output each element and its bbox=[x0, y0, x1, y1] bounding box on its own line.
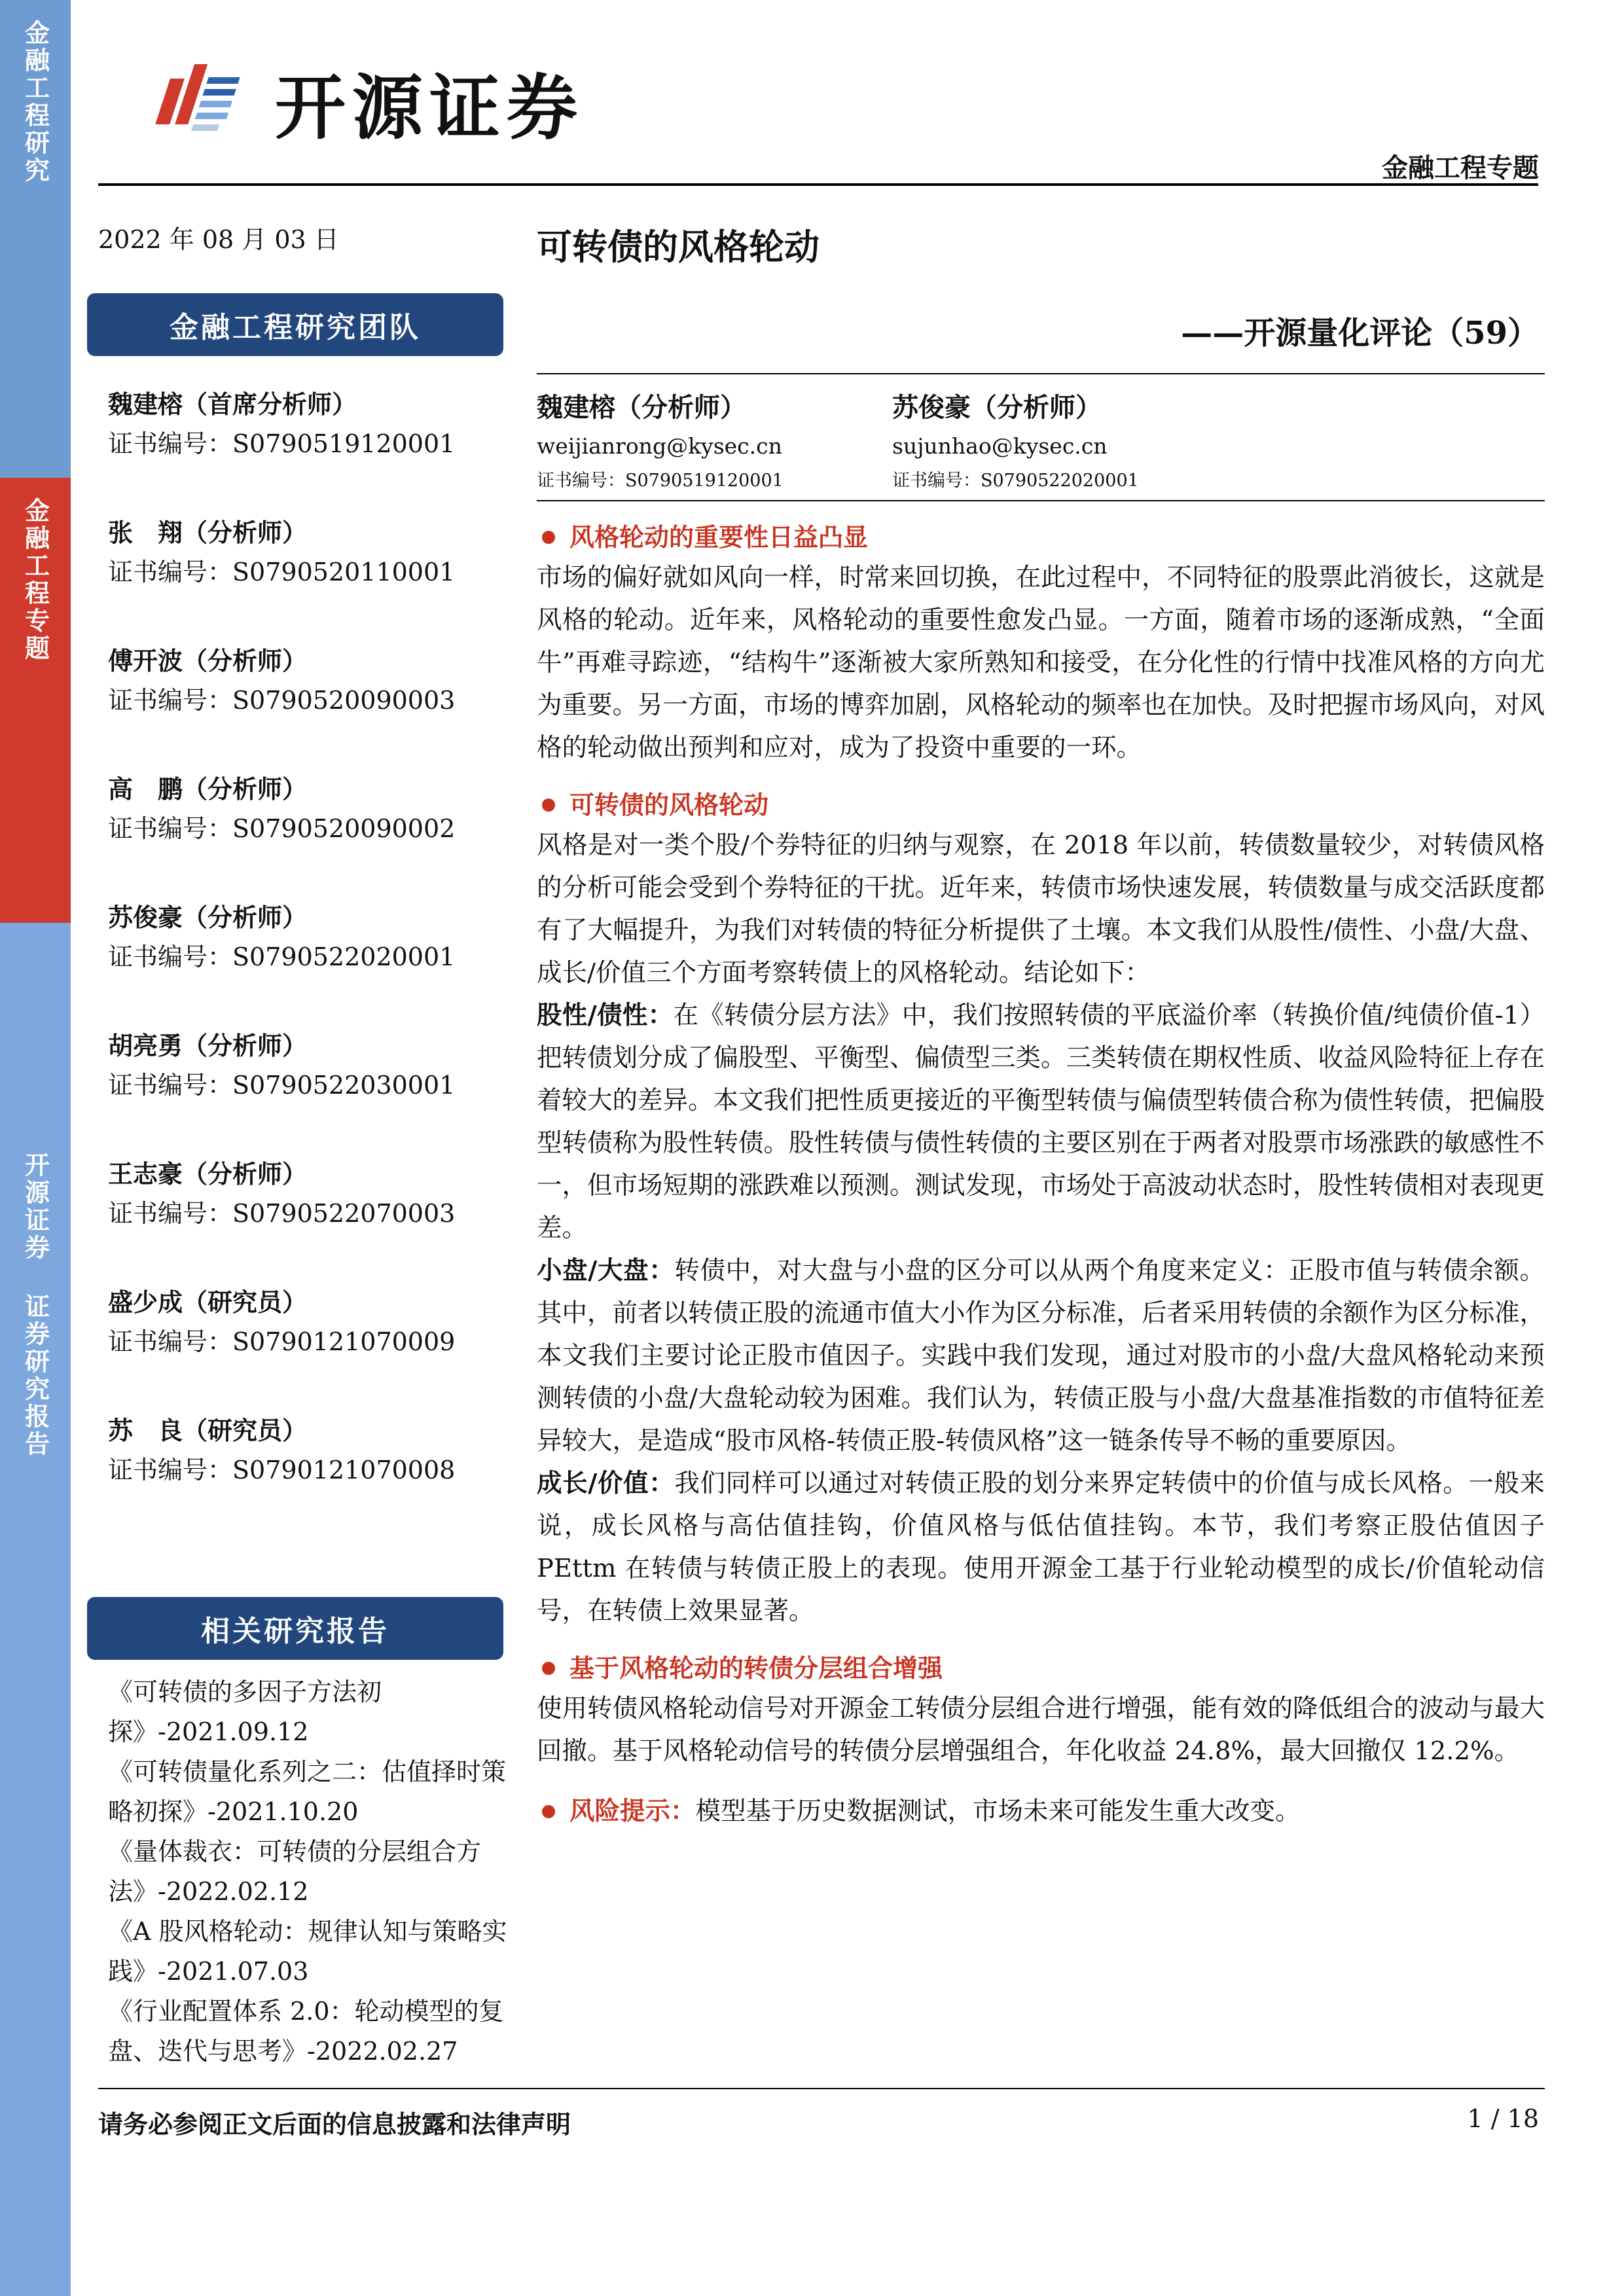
analyst-email[interactable]: weijianrong@kysec.cn bbox=[537, 433, 782, 459]
team-list bbox=[108, 386, 501, 1541]
member-cert: 证书编号：S0790522030001 bbox=[108, 1071, 456, 1100]
related-report-link[interactable]: 《A 股风格轮动：规律认知与策略实践》-2021.07.03 bbox=[108, 1917, 507, 1986]
member-name: 高 鹏（分析师） bbox=[108, 774, 308, 804]
paragraph-text: 转债中，对大盘与小盘的区分可以从两个角度来定义：正股市值与转债余额。其中，前者以转债正股的流通市值大小作为区分标准，后者采用转债的余额作为区分标准，本文我们主要讨论正股市值因子。实践中我们发现，通过对股市的小盘/大盘风格轮动来预测转债的小盘/大盘轮动较为困难。我们认为，转债正股与小盘/大盘基准指数的市值特征差异较大，是造成“股市风格-转债正股-转债风格”这一链条传导不畅的重要原因。 bbox=[537, 1256, 1545, 1456]
bullet-icon bbox=[542, 798, 555, 812]
related-report-link[interactable]: 《可转债量化系列之二：估值择时策略初探》-2021.10.20 bbox=[108, 1757, 507, 1826]
paragraph-label: 小盘/大盘： bbox=[537, 1256, 675, 1285]
team-member bbox=[108, 514, 501, 643]
sidebar-label: 金融工程研究 bbox=[20, 20, 50, 185]
footer-disclaimer: 请务必参阅正文后面的信息披露和法律声明 bbox=[98, 2109, 571, 2139]
related-report-link[interactable]: 《可转债的多因子方法初探》-2021.09.12 bbox=[108, 1677, 382, 1746]
sidebar-band-topic bbox=[0, 478, 71, 923]
team-member bbox=[108, 1156, 501, 1284]
page-number: 1 / 18 bbox=[1467, 2104, 1539, 2133]
team-member bbox=[108, 1284, 501, 1412]
team-member bbox=[108, 643, 501, 771]
report-body bbox=[537, 514, 1545, 1833]
member-name: 苏 良（研究员） bbox=[108, 1416, 308, 1445]
related-heading: 相关研究报告 bbox=[87, 1597, 503, 1660]
member-cert: 证书编号：S0790519120001 bbox=[108, 429, 456, 458]
related-list bbox=[108, 1672, 507, 2072]
member-cert: 证书编号：S0790121070009 bbox=[108, 1327, 456, 1356]
report-date: 2022 年 08 月 03 日 bbox=[98, 225, 339, 254]
member-name: 张 翔（分析师） bbox=[108, 518, 308, 547]
sidebar-band-research bbox=[0, 0, 71, 478]
analyst-name: 魏建榕（分析师） bbox=[537, 392, 746, 423]
paragraph-text: 在《转债分层方法》中，我们按照转债的平底溢价率（转换价值/纯债价值-1）把转债划分成了偏股型、平衡型、偏债型三类。三类转债在期权性质、收益风险特征上存在着较大的差异。本文我们把性质更接近的平衡型转债与偏债型转债合称为债性转债，把偏股型转债称为股性转债。股性转债与债性转债的主要区别在于两者对股票市场涨跌的敏感性不一，但市场短期的涨跌难以预测。测试发现，市场处于高波动状态时，股性转债相对表现更差。 bbox=[537, 1001, 1545, 1243]
section-heading: 基于风格轮动的转债分层组合增强 bbox=[537, 1649, 1545, 1687]
analyst-cert: 证书编号：S0790519120001 bbox=[537, 471, 784, 491]
related-report-link[interactable]: 《行业配置体系 2.0：轮动模型的复盘、迭代与思考》-2022.02.27 bbox=[108, 1997, 504, 2066]
body-paragraph: 风格是对一类个股/个券特征的归纳与观察，在 2018 年以前，转债数量较少，对转债风格的分析可能会受到个券特征的干扰。近年来，转债市场快速发展，转债数量与成交活跃度都有了大幅提升，为我们对转债的特征分析提供了土壤。本文我们从股性/债性、小盘/大盘、成长/价值三个方面考察转债上的风格轮动。结论如下： bbox=[537, 831, 1545, 988]
subtitle-rule bbox=[537, 373, 1545, 374]
risk-label: 风险提示： bbox=[569, 1797, 696, 1826]
body-paragraph: 使用转债风格轮动信号对开源金工转债分层组合进行增强，能有效的降低组合的波动与最大回撤。基于风格轮动信号的转债分层增强组合，年化收益 24.8%，最大回撤仅 12.2%。 bbox=[537, 1694, 1545, 1766]
report-title: 可转债的风格轮动 bbox=[537, 226, 820, 268]
member-cert: 证书编号：S0790520090002 bbox=[108, 814, 456, 843]
footer-rule bbox=[98, 2088, 1545, 2089]
team-member bbox=[108, 771, 501, 899]
report-category: 金融工程专题 bbox=[1382, 152, 1539, 183]
analyst-name: 苏俊豪（分析师） bbox=[892, 392, 1102, 423]
sidebar-label: 开源证券 证券研究报告 bbox=[20, 1152, 50, 1458]
member-name: 魏建榕（首席分析师） bbox=[108, 389, 357, 419]
member-cert: 证书编号：S0790522020001 bbox=[108, 942, 456, 971]
body-paragraph bbox=[537, 1249, 1545, 1462]
paragraph-text: 我们同样可以通过对转债正股的划分来界定转债中的价值与成长风格。一般来说，成长风格与高估值挂钩，价值风格与低估值挂钩。本节，我们考察正股估值因子 PEttm 在转债与转债正股上的表现。使用开源金工基于行业轮动模型的成长/价值轮动信号，在转债上效果显著。 bbox=[537, 1469, 1545, 1626]
bullet-icon bbox=[542, 1805, 555, 1818]
team-member bbox=[108, 899, 501, 1028]
analyst-cert: 证书编号：S0790522020001 bbox=[892, 471, 1139, 491]
team-heading: 金融工程研究团队 bbox=[87, 293, 503, 356]
related-report-link[interactable]: 《量体裁衣：可转债的分层组合方法》-2022.02.12 bbox=[108, 1837, 482, 1906]
member-name: 胡亮勇（分析师） bbox=[108, 1031, 308, 1060]
sidebar-label: 金融工程专题 bbox=[20, 497, 50, 662]
header-rule bbox=[98, 183, 1538, 186]
member-name: 盛少成（研究员） bbox=[108, 1287, 308, 1317]
risk-text: 模型基于历史数据测试，市场未来可能发生重大改变。 bbox=[695, 1797, 1301, 1826]
body-paragraph bbox=[537, 1462, 1545, 1632]
report-subtitle: ——开源量化评论（59） bbox=[1181, 315, 1539, 351]
team-member bbox=[108, 386, 501, 514]
sidebar-band-brand bbox=[0, 923, 71, 2296]
member-cert: 证书编号：S0790520090003 bbox=[108, 686, 456, 715]
body-paragraph: 市场的偏好就如风向一样，时常来回切换，在此过程中，不同特征的股票此消彼长，这就是风格的轮动。近年来，风格轮动的重要性愈发凸显。一方面，随着市场的逐渐成熟，“全面牛”再难寻踪迹，“结构牛”逐渐被大家所熟知和接受，在分化性的行情中找准风格的方向尤为重要。另一方面，市场的博弈加剧，风格轮动的频率也在加快。及时把握市场风向，对风格的轮动做出预判和应对，成为了投资中重要的一环。 bbox=[537, 563, 1545, 762]
risk-notice bbox=[537, 1791, 1545, 1833]
body-paragraph bbox=[537, 994, 1545, 1249]
member-cert: 证书编号：S0790520110001 bbox=[108, 558, 456, 586]
bullet-icon bbox=[542, 531, 555, 544]
section-heading: 可转债的风格轮动 bbox=[537, 786, 1545, 824]
member-cert: 证书编号：S0790121070008 bbox=[108, 1456, 456, 1484]
analyst-rule bbox=[537, 500, 1545, 501]
paragraph-label: 成长/价值： bbox=[537, 1469, 675, 1498]
team-member bbox=[108, 1412, 501, 1541]
analyst-card bbox=[537, 389, 784, 495]
member-name: 王志豪（分析师） bbox=[108, 1159, 308, 1189]
member-name: 傅开波（分析师） bbox=[108, 646, 308, 675]
team-member bbox=[108, 1028, 501, 1156]
brand-name: 开源证券 bbox=[275, 67, 585, 149]
member-name: 苏俊豪（分析师） bbox=[108, 903, 308, 932]
section-heading: 风格轮动的重要性日益凸显 bbox=[537, 518, 1545, 556]
analyst-card bbox=[892, 389, 1139, 495]
member-cert: 证书编号：S0790522070003 bbox=[108, 1199, 456, 1228]
bullet-icon bbox=[542, 1662, 555, 1675]
analyst-email[interactable]: sujunhao@kysec.cn bbox=[892, 433, 1108, 459]
paragraph-label: 股性/债性： bbox=[537, 1001, 674, 1030]
